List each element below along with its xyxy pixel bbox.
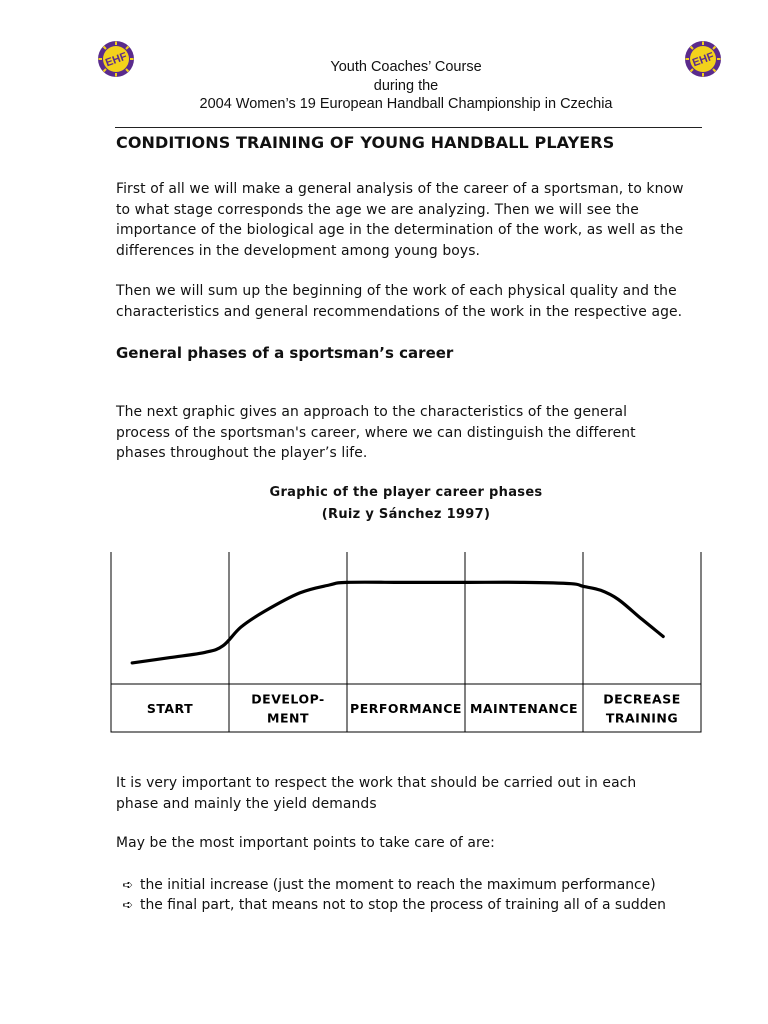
text-line: May be the most important points to take care of are: — [116, 835, 495, 851]
phase-label: DEVELOP- — [251, 691, 325, 707]
text-line: phase and mainly the yield demands — [116, 795, 377, 812]
phase-label: START — [146, 701, 194, 716]
text-line: The next graphic gives an approach to the characteristics of the general — [116, 404, 628, 420]
text-line: phases throughout the player’s life. — [116, 445, 368, 461]
phase-label: TRAINING — [605, 710, 679, 726]
section-heading: General phases of a sportsman’s career — [116, 344, 454, 362]
text-line: importance of the biological age in the determination of the work, as well as the — [116, 222, 684, 238]
svg-text:EHF: EHF — [103, 50, 129, 70]
bullet-item — [116, 895, 666, 916]
graphic-title: Graphic of the player career phases — [269, 485, 543, 500]
bullet-text: the initial increase (just the moment to reach the maximum performance) — [140, 877, 656, 893]
text-line: First of all we will make a general analysis of the career of a sportsman, to know — [116, 181, 684, 197]
text-line: differences in the development among young boys. — [116, 242, 481, 259]
header-line-2: during the — [373, 77, 439, 94]
right-arrow-icon: ➪ — [122, 878, 134, 893]
header-line-1: Youth Coaches’ Course — [330, 59, 482, 75]
header-line-3: 2004 Women’s 19 European Handball Championship in Czechia — [199, 96, 613, 112]
document-title: CONDITIONS TRAINING OF YOUNG HANDBALL PLAYERS — [116, 133, 615, 152]
bullet-item — [116, 875, 656, 896]
text-line: Then we will sum up the beginning of the work of each physical quality and the — [116, 283, 677, 299]
importance-paragraph — [116, 773, 716, 814]
text-line: to what stage corresponds the age we are analyzing. Then we will see the — [116, 201, 639, 218]
graphic-source: (Ruiz y Sánchez 1997) — [321, 507, 491, 522]
bullet-text: the final part, that means not to stop the process of training all of a sudden — [140, 897, 666, 913]
career-curve — [132, 582, 663, 663]
points-paragraph — [116, 833, 716, 854]
phase-label: MAINTENANCE — [469, 701, 579, 716]
right-arrow-icon: ➪ — [122, 898, 134, 913]
phase-label: MENT — [267, 710, 309, 726]
text-line: It is very important to respect the work that should be carried out in each — [116, 775, 637, 791]
phase-label: PERFORMANCE — [350, 701, 462, 716]
text-line: process of the sportsman's career, where we can distinguish the different — [116, 424, 636, 441]
phase-label: DECREASE — [603, 691, 681, 707]
svg-text:EHF: EHF — [690, 50, 716, 70]
text-line: characteristics and general recommendations of the work in the respective age. — [116, 303, 683, 320]
